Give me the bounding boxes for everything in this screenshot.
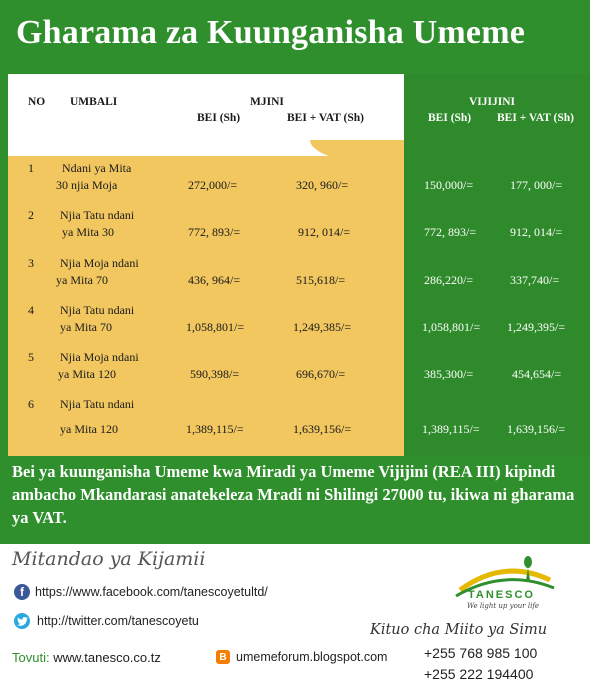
row-1-mjini-vat: 320, 960/=: [296, 178, 349, 192]
logo-caption: We light up your life: [466, 602, 540, 610]
row-4-mjini-bei: 1,058,801/=: [186, 320, 245, 334]
facebook-icon: f: [14, 584, 30, 600]
poster-title: Gharama za Kuunganisha Umeme: [16, 14, 526, 51]
header-no: NO: [28, 96, 46, 108]
facebook-url[interactable]: https://www.facebook.com/tanescoyetultd/: [35, 585, 268, 599]
row-5-umbali-line1: Njia Moja ndani: [60, 350, 139, 364]
row-4-umbali-line2: ya Mita 70: [60, 320, 112, 334]
row-1-vijijini-bei: 150,000/=: [424, 178, 474, 192]
header-vijijini-bei: BEI (Sh): [428, 112, 472, 124]
header-mjini-bei-vat: BEI + VAT (Sh): [287, 112, 364, 124]
row-3-vijijini-bei: 286,220/=: [424, 273, 474, 287]
row-4-no: 4: [28, 303, 34, 317]
row-5-mjini-bei: 590,398/=: [190, 367, 240, 381]
row-4-vijijini-bei: 1,058,801/=: [422, 320, 481, 334]
row-6-vijijini-bei: 1,389,115/=: [422, 422, 480, 436]
row-1-umbali-line1: Ndani ya Mita: [62, 161, 132, 175]
row-3-umbali-line2: ya Mita 70: [56, 273, 108, 287]
row-4-vijijini-vat: 1,249,395/=: [507, 320, 566, 334]
row-1-umbali-line2: 30 njia Moja: [56, 178, 118, 192]
blog-link[interactable]: [216, 650, 387, 664]
row-2-umbali-line1: Njia Tatu ndani: [60, 208, 135, 222]
row-3-mjini-bei: 436, 964/=: [188, 273, 241, 287]
row-6-vijijini-vat: 1,639,156/=: [507, 422, 566, 436]
row-6-umbali-line1: Njia Tatu ndani: [60, 397, 135, 411]
row-5-no: 5: [28, 350, 34, 364]
row-6-no: 6: [28, 397, 34, 411]
row-3-mjini-vat: 515,618/=: [296, 273, 346, 287]
header-vijijini-bei-vat: BEI + VAT (Sh): [497, 112, 574, 124]
row-6-umbali-line2: ya Mita 120: [60, 422, 118, 436]
call-centre-label: Kituo cha Miito ya Simu: [370, 622, 548, 638]
social-heading: Mitandao ya Kijamii: [12, 548, 206, 570]
website-label: Tovuti:: [12, 650, 50, 665]
rea-note: [0, 456, 590, 538]
blog-url[interactable]: umemeforum.blogspot.com: [236, 650, 388, 664]
phone-number-1[interactable]: +255 768 985 100: [424, 645, 538, 661]
row-2-vijijini-vat: 912, 014/=: [510, 225, 563, 239]
row-2-mjini-bei: 772, 893/=: [188, 225, 241, 239]
blogger-icon: B: [216, 650, 230, 664]
header-vijijini: VIJIJINI: [469, 96, 516, 108]
row-2-umbali-line2: ya Mita 30: [62, 225, 114, 239]
row-4-umbali-line1: Njia Tatu ndani: [60, 303, 135, 317]
footer-divider: [0, 538, 590, 544]
row-6-mjini-bei: 1,389,115/=: [186, 422, 244, 436]
row-3-no: 3: [28, 256, 34, 270]
row-1-vijijini-vat: 177, 000/=: [510, 178, 563, 192]
header-mjini: MJINI: [250, 96, 284, 108]
facebook-link[interactable]: [14, 584, 268, 600]
row-1-no: 1: [28, 161, 34, 175]
twitter-url[interactable]: http://twitter.com/tanescoyetu: [37, 614, 199, 628]
logo-wordmark: TANESCO: [468, 589, 535, 601]
website-url[interactable]: www.tanesco.co.tz: [53, 650, 161, 665]
row-5-vijijini-vat: 454,654/=: [512, 367, 562, 381]
website-line[interactable]: [12, 650, 161, 665]
header-mjini-bei: BEI (Sh): [197, 112, 241, 124]
vijijini-panel: [404, 74, 590, 456]
row-2-mjini-vat: 912, 014/=: [298, 225, 351, 239]
row-3-umbali-line1: Njia Moja ndani: [60, 256, 139, 270]
row-2-vijijini-bei: 772, 893/=: [424, 225, 477, 239]
phone-number-2[interactable]: +255 222 194400: [424, 666, 534, 682]
row-3-vijijini-vat: 337,740/=: [510, 273, 560, 287]
row-1-mjini-bei: 272,000/=: [188, 178, 238, 192]
row-6-mjini-vat: 1,639,156/=: [293, 422, 352, 436]
row-4-mjini-vat: 1,249,385/=: [293, 320, 352, 334]
row-5-vijijini-bei: 385,300/=: [424, 367, 474, 381]
header-band: [0, 0, 590, 68]
rea-note-text: Bei ya kuunganisha Umeme kwa Miradi ya Umeme Vijijini (REA III) kipindi ambacho Mkandarasi anatekeleza Mradi ni Shilingi 27000 tu, ikiwa ni gharama ya VAT.: [12, 462, 575, 527]
twitter-link[interactable]: [14, 613, 199, 629]
row-5-umbali-line2: ya Mita 120: [58, 367, 116, 381]
row-5-mjini-vat: 696,670/=: [296, 367, 346, 381]
twitter-icon: [14, 613, 30, 629]
row-2-no: 2: [28, 208, 34, 222]
header-umbali: UMBALI: [70, 96, 118, 108]
